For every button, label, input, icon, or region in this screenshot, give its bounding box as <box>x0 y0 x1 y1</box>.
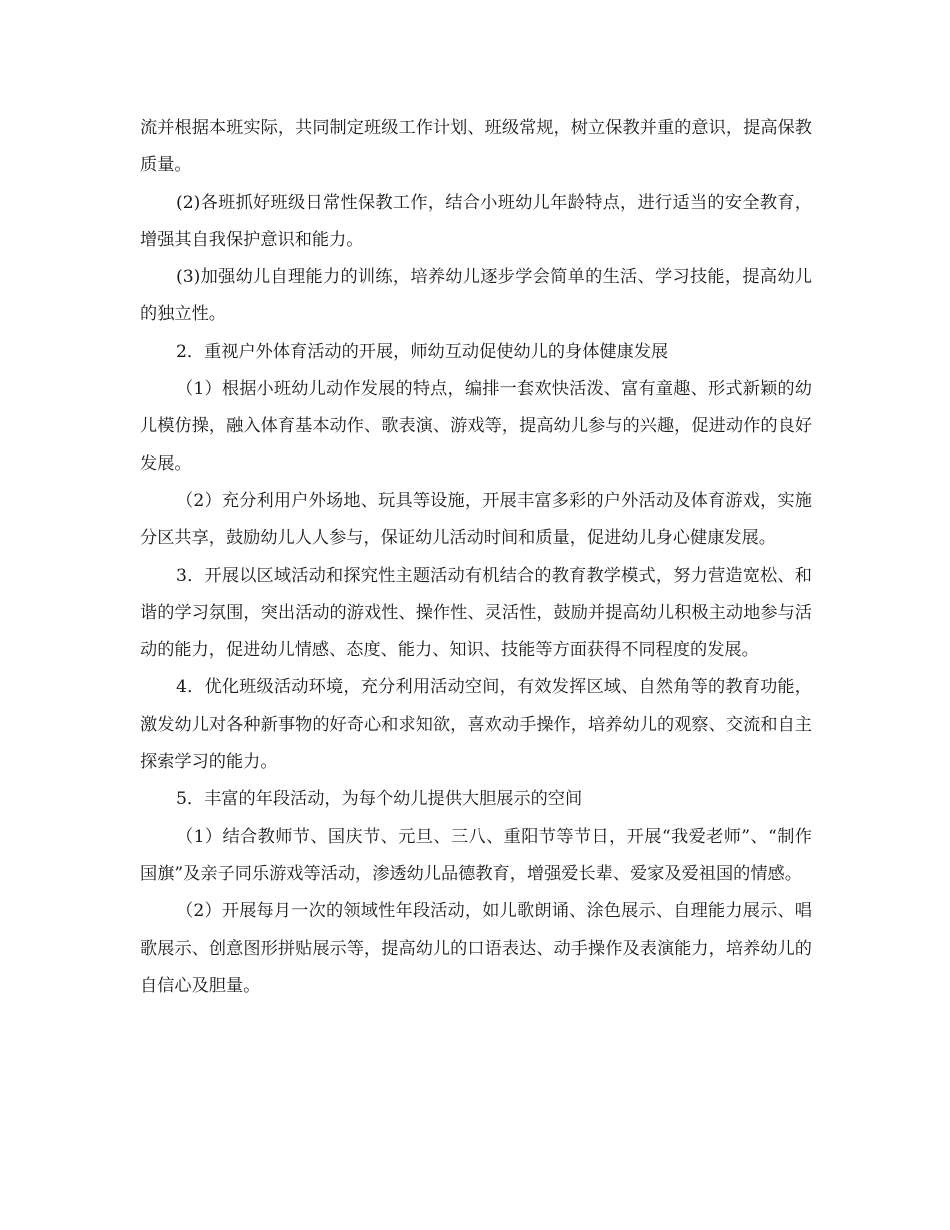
paragraph-2-2: （2）充分利用户外场地、玩具等设施，开展丰富多彩的户外活动及体育游戏，实施分区共享，鼓励幼儿人人参与，保证幼儿活动时间和质量，促进幼儿身心健康发展。 <box>140 490 812 549</box>
section-heading-2: 2．重视户外体育活动的开展，师幼互动促使幼儿的身体健康发展 <box>176 341 669 362</box>
paragraph-2-1: （1）根据小班幼儿动作发展的特点，编排一套欢快活泼、富有童趣、形式新颖的幼儿模仿操，融入体育基本动作、歌表演、游戏等，提高幼儿参与的兴趣，促进动作的良好发展。 <box>140 379 812 474</box>
paragraph-item-2: (2)各班抓好班级日常性保教工作，结合小班幼儿年龄特点，进行适当的安全教育，增强其自我保护意识和能力。 <box>140 192 812 250</box>
paragraph-5-2: （2）开展每月一次的领域性年段活动，如儿歌朗诵、涂色展示、自理能力展示、唱歌展示、创意图形拼贴展示等，提高幼儿的口语表达、动手操作及表演能力，培养幼儿的自信心及胆量。 <box>140 901 812 996</box>
paragraph-5-1: （1）结合教师节、国庆节、元旦、三八、重阳节等节日，开展“我爱老师”、“制作国旗”及亲子同乐游戏等活动，渗透幼儿品德教育，增强爱长辈、爱家及爱祖国的情感。 <box>140 826 812 884</box>
section-paragraph-4: 4．优化班级活动环境，充分利用活动空间，有效发挥区域、自然角等的教育功能，激发幼儿对各种新事物的好奇心和求知欲，喜欢动手操作，培养幼儿的观察、交流和自主探索学习的能力。 <box>140 677 812 773</box>
paragraph-continuation: 流并根据本班实际，共同制定班级工作计划、班级常规，树立保教并重的意识，提高保教质量。 <box>140 118 812 176</box>
section-heading-5: 5．丰富的年段活动，为每个幼儿提供大胆展示的空间 <box>176 789 583 810</box>
document-body <box>140 110 812 1005</box>
paragraph-item-3: (3)加强幼儿自理能力的训练，培养幼儿逐步学会简单的生活、学习技能，提高幼儿的独立性。 <box>140 267 812 325</box>
section-paragraph-3: 3．开展以区域活动和探究性主题活动有机结合的教育教学模式，努力营造宽松、和谐的学习氛围，突出活动的游戏性、操作性、灵活性，鼓励并提高幼儿积极主动地参与活动的能力，促进幼儿情感、态度、能力、知识、技能等方面获得不同程度的发展。 <box>140 565 812 661</box>
